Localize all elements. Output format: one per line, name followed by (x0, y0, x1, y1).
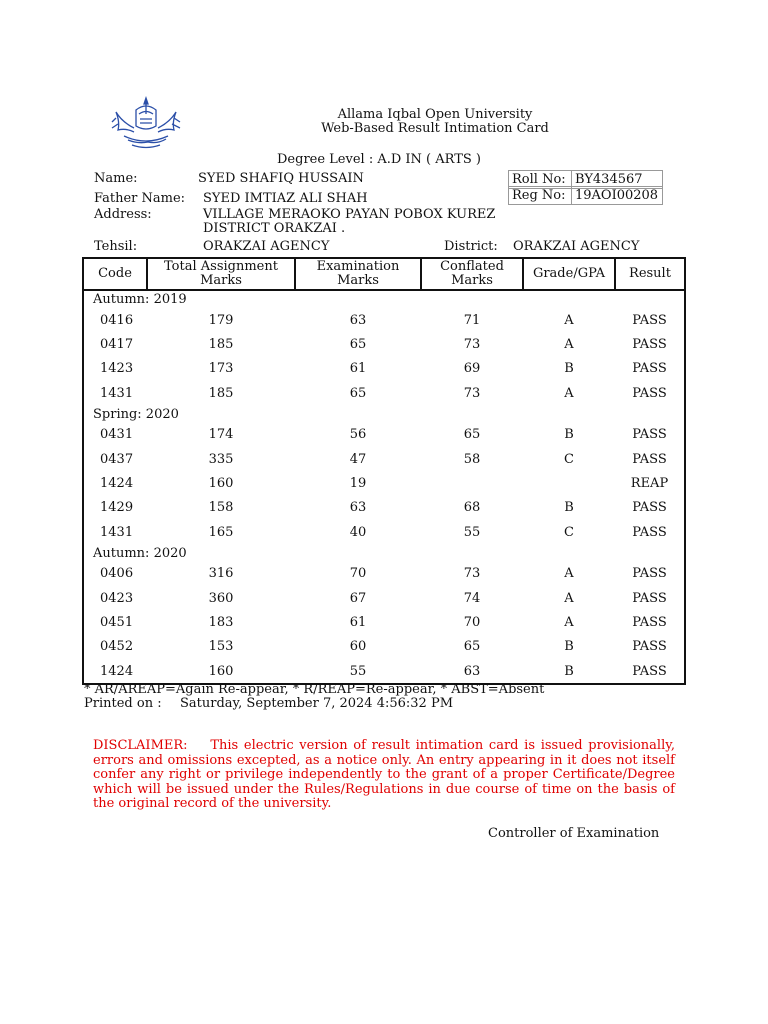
semester-row (83, 545, 685, 562)
assignment-marks: 174 (208, 427, 234, 443)
conflated-marks: 69 (463, 361, 481, 377)
exam-marks: 65 (349, 385, 367, 401)
table-row (83, 471, 685, 495)
table-row (83, 610, 685, 634)
printed-label: Printed on : (84, 696, 162, 711)
reg-label: Reg No: (508, 186, 572, 205)
roll-label: Roll No: (508, 170, 572, 189)
header-exam-line2: Marks (337, 273, 379, 288)
result: PASS (632, 614, 667, 630)
course-code: 0437 (100, 451, 134, 467)
semester-label: Autumn: 2019 (93, 292, 187, 307)
exam-marks: 19 (349, 476, 367, 492)
controller-signature: Controller of Examination (488, 826, 660, 841)
header-assignment-line1: Total Assignment (164, 259, 278, 274)
assignment-marks: 165 (208, 524, 234, 540)
disclaimer (93, 739, 675, 812)
assignment-marks: 160 (208, 663, 234, 679)
grade: A (564, 312, 574, 328)
conflated-marks: 70 (463, 614, 481, 630)
result: PASS (632, 385, 667, 401)
course-code: 0416 (100, 312, 134, 328)
conflated-marks: 65 (463, 639, 481, 655)
grade: B (564, 500, 574, 516)
course-code: 1424 (100, 476, 134, 492)
header-conflated (421, 258, 523, 290)
semester-label: Autumn: 2020 (93, 545, 187, 561)
exam-marks: 55 (349, 663, 367, 679)
conflated-marks: 58 (463, 451, 481, 467)
conflated-marks: 63 (463, 663, 481, 679)
table-row (83, 496, 685, 520)
course-code: 0451 (100, 614, 134, 630)
address-line-1: VILLAGE MERAOKO PAYAN POBOX KUREZ (203, 207, 496, 222)
roll-number: BY434567 (571, 170, 663, 189)
card-title: Web-Based Result Intimation Card (321, 121, 549, 136)
assignment-marks: 153 (208, 639, 234, 655)
course-code: 0406 (100, 566, 134, 582)
assignment-marks: 179 (208, 312, 234, 328)
result: PASS (632, 451, 667, 467)
result: PASS (632, 500, 667, 516)
grade: C (564, 451, 574, 467)
father-label: Father Name: (94, 191, 186, 206)
semester-row (83, 406, 685, 423)
grade: A (564, 566, 574, 582)
course-code: 1431 (100, 524, 134, 540)
grade (523, 471, 615, 495)
table-row (83, 447, 685, 471)
result: REAP (630, 476, 669, 492)
header-exam-line1: Examination (316, 259, 400, 274)
course-code: 1424 (100, 663, 134, 679)
conflated-marks: 68 (463, 500, 481, 516)
reg-number: 19AOI00208 (571, 186, 663, 205)
semester-label: Spring: 2020 (93, 406, 179, 422)
exam-marks: 70 (349, 566, 367, 582)
grade: B (564, 427, 574, 443)
address-line-2: DISTRICT ORAKZAI . (203, 221, 346, 236)
table-row (83, 635, 685, 659)
exam-marks: 56 (349, 427, 367, 443)
header-result: Result (615, 258, 685, 290)
header-assignment-line2: Marks (200, 273, 242, 288)
semester-row (83, 290, 685, 308)
conflated-marks (421, 471, 523, 495)
header-conf-line1: Conflated (440, 259, 504, 274)
exam-marks: 61 (349, 361, 367, 377)
conflated-marks: 55 (463, 524, 481, 540)
table-row (83, 520, 685, 544)
grade: A (564, 590, 574, 606)
header-assignment (147, 258, 295, 290)
district-value: ORAKZAI AGENCY (513, 239, 640, 254)
assignment-marks: 160 (208, 476, 234, 492)
results-table (82, 257, 686, 685)
course-code: 1431 (100, 385, 134, 401)
university-name: Allama Iqbal Open University (337, 107, 533, 122)
header-grade: Grade/GPA (523, 258, 615, 290)
assignment-marks: 183 (208, 614, 234, 630)
grade: A (564, 614, 574, 630)
exam-marks: 67 (349, 590, 367, 606)
conflated-marks: 73 (463, 337, 481, 353)
table-row (83, 659, 685, 684)
result: PASS (632, 566, 667, 582)
address-label: Address: (94, 207, 152, 222)
grade: A (564, 337, 574, 353)
result: PASS (632, 639, 667, 655)
exam-marks: 63 (349, 312, 367, 328)
legend: * AR/AREAP=Again Re-appear, * R/REAP=Re-appear, * ABST=Absent (84, 682, 545, 697)
conflated-marks: 65 (463, 427, 481, 443)
exam-marks: 60 (349, 639, 367, 655)
result: PASS (632, 590, 667, 606)
assignment-marks: 316 (208, 566, 234, 582)
assignment-marks: 335 (208, 451, 234, 467)
assignment-marks: 173 (208, 361, 234, 377)
header-examination (295, 258, 421, 290)
exam-marks: 65 (349, 337, 367, 353)
exam-marks: 40 (349, 524, 367, 540)
student-name: SYED SHAFIQ HUSSAIN (198, 171, 364, 186)
disclaimer-text: This electric version of result intimation card is issued provisionally, errors and omissions excepted, as a notice only. An entry appearing in it does not itself confer any right or privilege independently to the grant of a proper Certificate/Degree which will be issued under the Rules/Regulations in due course of time on the basis of the original record of the university. (93, 738, 675, 812)
result: PASS (632, 361, 667, 377)
results-body (83, 290, 685, 684)
result: PASS (632, 524, 667, 540)
tehsil-value: ORAKZAI AGENCY (203, 239, 330, 254)
table-row (83, 357, 685, 381)
assignment-marks: 360 (208, 590, 234, 606)
conflated-marks: 74 (463, 590, 481, 606)
conflated-marks: 73 (463, 566, 481, 582)
course-code: 0431 (100, 427, 134, 443)
disclaimer-label: DISCLAIMER: (93, 738, 188, 753)
table-row (83, 423, 685, 447)
conflated-marks: 71 (463, 312, 481, 328)
grade: A (564, 385, 574, 401)
assignment-marks: 185 (208, 385, 234, 401)
table-row (83, 332, 685, 356)
result: PASS (632, 427, 667, 443)
course-code: 1423 (100, 361, 134, 377)
table-row (83, 586, 685, 610)
table-header-row (83, 258, 685, 290)
conflated-marks: 73 (463, 385, 481, 401)
printed-date: Saturday, September 7, 2024 4:56:32 PM (180, 696, 454, 711)
exam-marks: 63 (349, 500, 367, 516)
course-code: 1429 (100, 500, 134, 516)
table-row (83, 562, 685, 586)
assignment-marks: 158 (208, 500, 234, 516)
assignment-marks: 185 (208, 337, 234, 353)
header-code: Code (83, 258, 147, 290)
result: PASS (632, 663, 667, 679)
university-logo-icon (108, 92, 184, 154)
grade: B (564, 361, 574, 377)
result: PASS (632, 312, 667, 328)
course-code: 0423 (100, 590, 134, 606)
exam-marks: 61 (349, 614, 367, 630)
course-code: 0417 (100, 337, 134, 353)
result: PASS (632, 337, 667, 353)
degree-level: Degree Level : A.D IN ( ARTS ) (277, 152, 481, 167)
tehsil-label: Tehsil: (94, 239, 138, 254)
course-code: 0452 (100, 639, 134, 655)
father-name: SYED IMTIAZ ALI SHAH (203, 191, 368, 206)
grade: C (564, 524, 574, 540)
table-row (83, 381, 685, 405)
exam-marks: 47 (349, 451, 367, 467)
name-label: Name: (94, 171, 138, 186)
district-label: District: (444, 239, 498, 254)
table-row (83, 308, 685, 332)
grade: B (564, 639, 574, 655)
grade: B (564, 663, 574, 679)
header-conf-line2: Marks (451, 273, 493, 288)
